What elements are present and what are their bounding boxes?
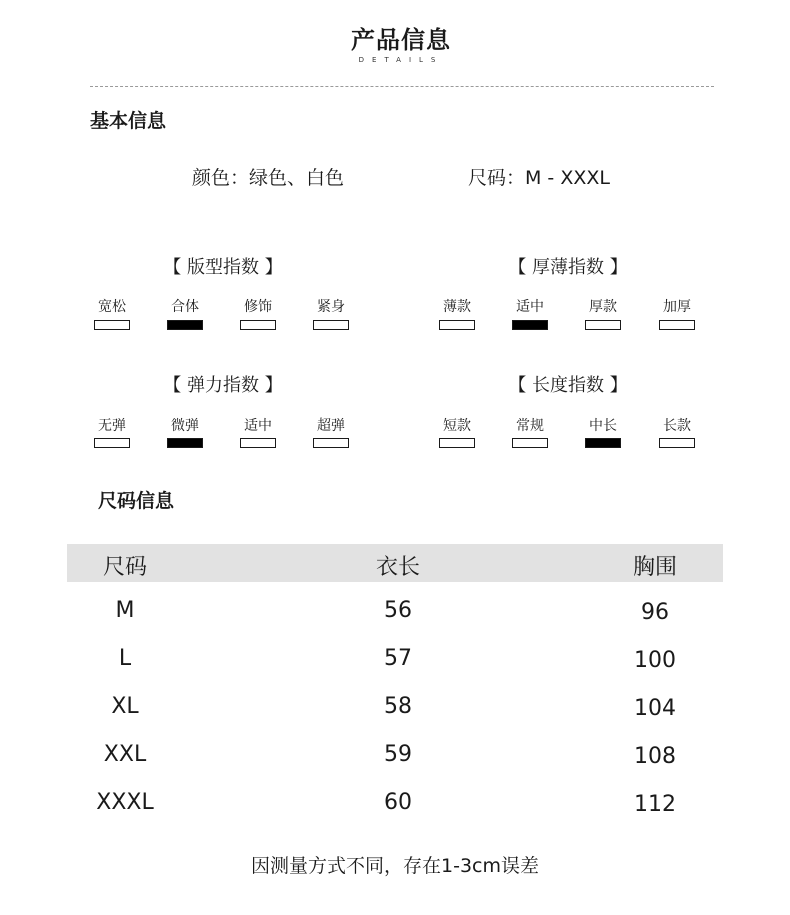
length-index-option-label: 中长 [589, 418, 617, 434]
elasticity-index-option-label: 超弹 [317, 418, 345, 434]
table-cell-length: 58 [384, 694, 412, 719]
table-cell-length: 56 [384, 598, 412, 623]
table-cell-chest: 108 [634, 744, 676, 769]
thickness-index-option-label: 厚款 [589, 299, 617, 315]
thickness-index-option-box-selected [512, 320, 548, 330]
elasticity-index-option-box [313, 438, 349, 448]
size-range-info: 尺码：M - XXXL [468, 167, 610, 189]
table-cell-length: 59 [384, 742, 412, 767]
length-index-option-box-selected [585, 438, 621, 448]
table-cell-size: XXXL [96, 790, 154, 815]
table-header-size: 尺码 [102, 555, 147, 580]
length-index-option-box [659, 438, 695, 448]
table-cell-length: 57 [384, 646, 412, 671]
size-info-title: 尺码信息 [98, 490, 175, 512]
elasticity-index-option-box [240, 438, 276, 448]
table-cell-chest: 104 [634, 696, 676, 721]
elasticity-index-option-label: 微弹 [171, 418, 199, 434]
dashed-divider [90, 86, 714, 87]
elasticity-index-option-label: 无弹 [98, 418, 126, 434]
table-cell-size: XL [111, 694, 139, 719]
page-title: 产品信息 [351, 26, 451, 54]
table-header-length: 衣长 [375, 555, 420, 580]
table-cell-size: XXL [103, 742, 147, 767]
table-cell-chest: 112 [634, 792, 676, 817]
table-cell-size: L [118, 646, 132, 671]
fit-index-option-box [240, 320, 276, 330]
length-index-option-box [512, 438, 548, 448]
fit-index-title: 【 版型指数 】 [163, 257, 283, 278]
page-subtitle: DETAILS [358, 56, 444, 64]
fit-index-option-box [313, 320, 349, 330]
color-info: 颜色：绿色、白色 [192, 167, 345, 189]
length-index-option-label: 短款 [443, 418, 471, 434]
thickness-index-option-box [439, 320, 475, 330]
thickness-index-title: 【 厚薄指数 】 [508, 257, 628, 278]
fit-index-option-box [94, 320, 130, 330]
table-cell-length: 60 [384, 790, 412, 815]
length-index-option-label: 长款 [663, 418, 691, 434]
elasticity-index-option-box-selected [167, 438, 203, 448]
table-cell-chest: 96 [641, 600, 669, 625]
fit-index-option-box-selected [167, 320, 203, 330]
thickness-index-option-box [585, 320, 621, 330]
table-header-chest: 胸围 [632, 555, 677, 580]
thickness-index-option-label: 薄款 [443, 299, 471, 315]
elasticity-index-option-box [94, 438, 130, 448]
table-cell-size: M [115, 598, 135, 623]
fit-index-option-label: 宽松 [98, 299, 126, 315]
thickness-index-option-label: 适中 [516, 299, 544, 315]
thickness-index-option-label: 加厚 [663, 299, 691, 315]
length-index-option-box [439, 438, 475, 448]
elasticity-index-option-label: 适中 [244, 418, 272, 434]
measurement-footnote: 因测量方式不同，存在1-3cm误差 [251, 855, 539, 877]
fit-index-option-label: 合体 [171, 299, 199, 315]
fit-index-option-label: 紧身 [317, 299, 345, 315]
basic-info-title: 基本信息 [90, 110, 167, 132]
thickness-index-option-box [659, 320, 695, 330]
elasticity-index-title: 【 弹力指数 】 [163, 375, 283, 396]
length-index-title: 【 长度指数 】 [508, 375, 628, 396]
fit-index-option-label: 修饰 [244, 299, 272, 315]
length-index-option-label: 常规 [516, 418, 544, 434]
table-cell-chest: 100 [634, 648, 676, 673]
